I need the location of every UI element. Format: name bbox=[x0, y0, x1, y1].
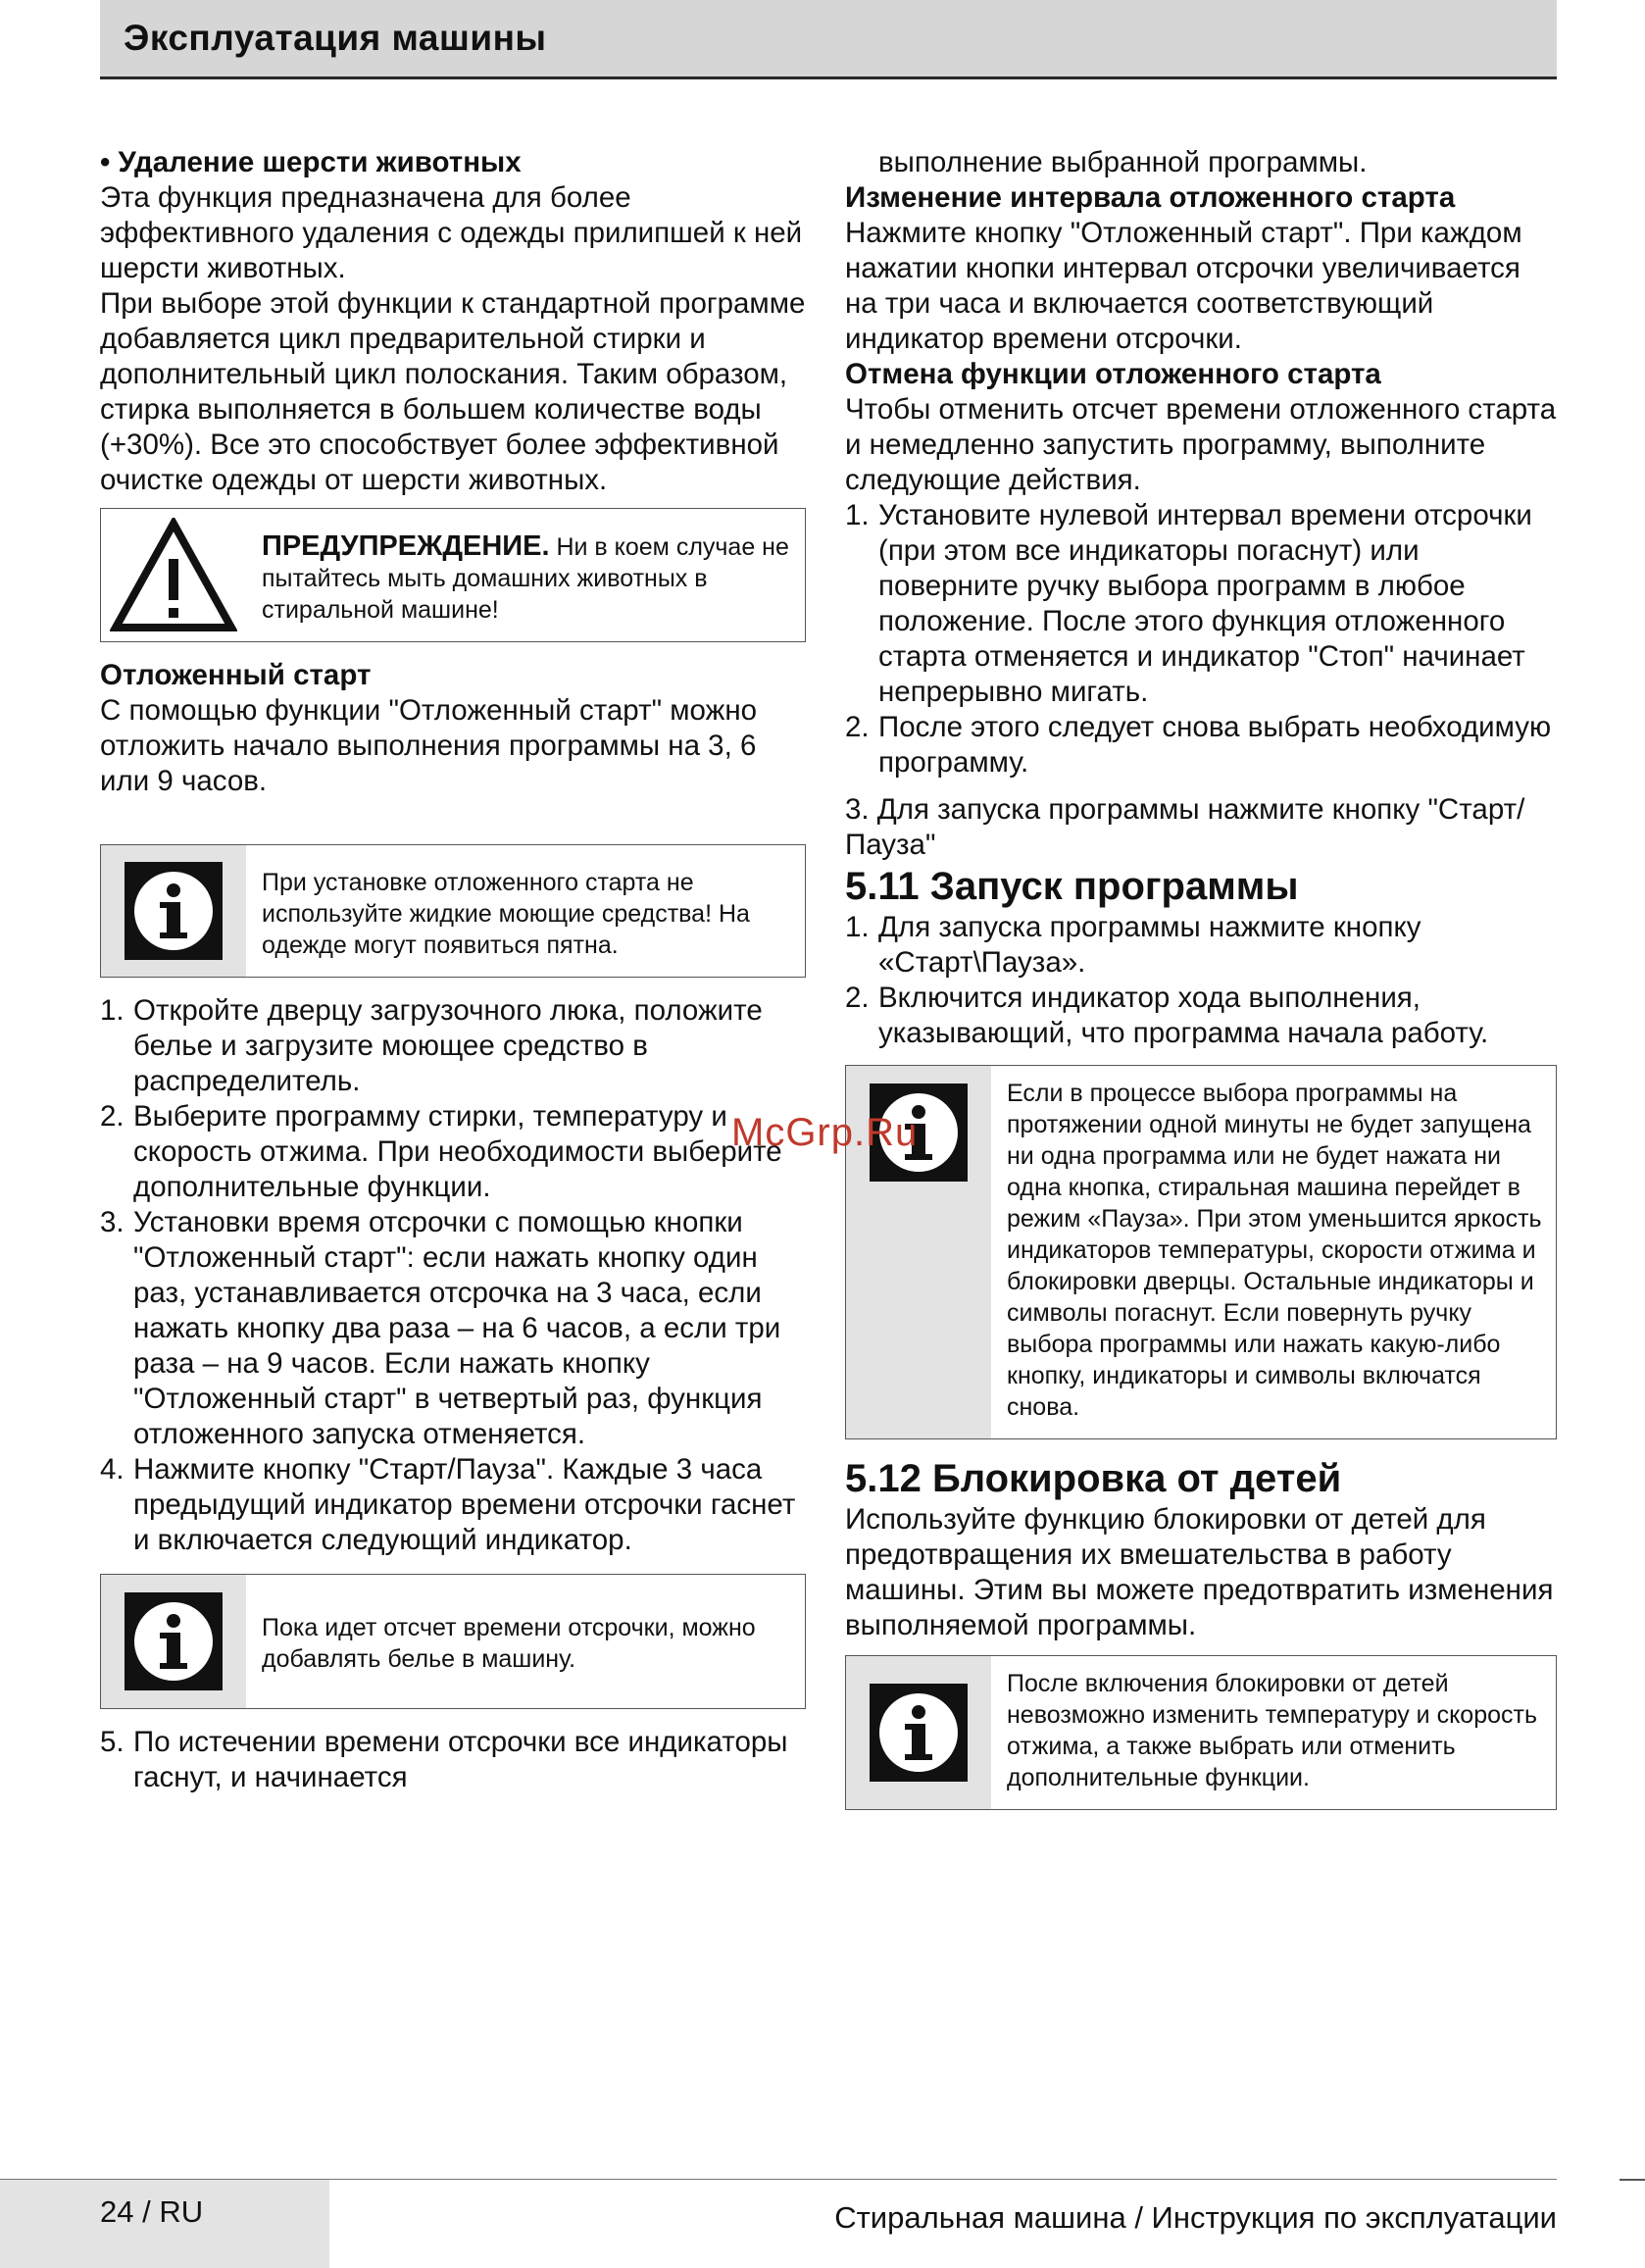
info-note-detergent bbox=[100, 844, 806, 978]
list-item: 2. Выберите программу стирки, температуру и скорость отжима. При необходимости выберите дополнительные функции. bbox=[100, 1100, 782, 1203]
info-note-child-lock-text: После включения блокировки от детей невозможно изменить температуру и скорость отжима, а также выбрать или отменить дополнительные функции. bbox=[1007, 1670, 1537, 1791]
delayed-start-steps bbox=[100, 993, 806, 1558]
corner-mark bbox=[1620, 2179, 1645, 2181]
pet-hair-paragraph-2: При выборе этой функции к стандартной программе добавляется цикл предварительной стирки и дополнительный цикл полоскания. Таким образом, стирка выполняется в большем количестве воды (+30%). Все это способствует более эффективной очистке одежды от шерсти животных. bbox=[100, 287, 806, 496]
list-item: 2. После этого следует снова выбрать необходимую программу. bbox=[845, 711, 1552, 779]
warning-label: ПРЕДУПРЕЖДЕНИЕ. bbox=[262, 530, 550, 562]
warning-triangle-icon bbox=[110, 518, 237, 633]
cancel-steps bbox=[845, 498, 1557, 781]
list-item: 1. Откройте дверцу загрузочного люка, положите белье и загрузите моющее средство в распределитель. bbox=[100, 994, 763, 1097]
delayed-start-step-5 bbox=[100, 1725, 806, 1795]
cancel-heading: Отмена функции отложенного старта bbox=[845, 358, 1381, 390]
section-5-12-title: 5.12 Блокировка от детей bbox=[845, 1457, 1342, 1500]
info-icon bbox=[125, 1592, 223, 1690]
warning-message: Ни в коем случае не пытайтесь мыть домашних животных в стиральной машине! bbox=[262, 533, 789, 624]
child-lock-text: Используйте функцию блокировки от детей для предотвращения их вмешательства в работу машины. Этим вы можете предотвратить изменения выполняемой программы. bbox=[845, 1503, 1554, 1641]
info-icon bbox=[125, 862, 223, 960]
info-note-pause bbox=[845, 1065, 1557, 1439]
warning-box bbox=[100, 508, 806, 642]
cancel-step-3: 3. Для запуска программы нажмите кнопку "Старт/Пауза" bbox=[845, 793, 1525, 861]
delayed-start-heading: Отложенный старт bbox=[100, 659, 372, 691]
warning-icon-cell bbox=[101, 509, 246, 641]
info-note-child-lock bbox=[845, 1655, 1557, 1810]
info-icon-cell bbox=[846, 1656, 991, 1809]
warning-text bbox=[246, 509, 805, 641]
info-icon-cell bbox=[101, 845, 246, 977]
document-title: Стиральная машина / Инструкция по эксплуатации bbox=[834, 2200, 1557, 2235]
start-program-steps bbox=[845, 910, 1557, 1051]
delayed-start-paragraph: С помощью функции "Отложенный старт" можно отложить начало выполнения программы на 3, 6 или 9 часов. bbox=[100, 694, 758, 797]
info-note-add-laundry bbox=[100, 1574, 806, 1709]
watermark: McGrp.Ru bbox=[731, 1111, 919, 1154]
info-note-pause-text: Если в процессе выбора программы на протяжении одной минуты не будет запущена ни одна программа или не будет нажата ни одна кнопка, стиральная машина перейдет в режим «Пауза». При этом уменьшится яркость индикаторов температуры, скорости отжима и блокировки дверцы. Остальные индикаторы и символы погаснут. Если повернуть ручку выбора программы или нажать какую-либо кнопку, индикаторы и символы включатся снова. bbox=[1007, 1080, 1542, 1421]
right-column bbox=[845, 145, 1557, 1826]
change-interval-text: Нажмите кнопку "Отложенный старт". При каждом нажатии кнопки интервал отсрочки увеличивается на три часа и включается соответствующий индикатор времени отсрочки. bbox=[845, 217, 1522, 355]
left-column bbox=[100, 145, 806, 1795]
page-number: 24 / RU bbox=[100, 2194, 204, 2229]
cancel-text: Чтобы отменить отсчет времени отложенного старта и немедленно запустить программу, выполните следующие действия. bbox=[845, 393, 1557, 496]
section-5-11-title: 5.11 Запуск программы bbox=[845, 865, 1299, 908]
continued-text: выполнение выбранной программы. bbox=[878, 146, 1368, 178]
info-icon-cell bbox=[101, 1575, 246, 1708]
page-title: Эксплуатация машины bbox=[124, 18, 547, 58]
list-item: 1. Для запуска программы нажмите кнопку «Старт\Пауза». bbox=[845, 911, 1421, 979]
pet-hair-heading: • Удаление шерсти животных bbox=[100, 146, 522, 178]
list-item: 4. Нажмите кнопку "Старт/Пауза". Каждые 3 часа предыдущий индикатор времени отсрочки гаснет и включается следующий индикатор. bbox=[100, 1453, 796, 1556]
info-icon bbox=[870, 1684, 968, 1782]
change-interval-heading: Изменение интервала отложенного старта bbox=[845, 181, 1456, 214]
list-item: 5. По истечении времени отсрочки все индикаторы гаснут, и начинается bbox=[100, 1726, 788, 1793]
list-item: 2. Включится индикатор хода выполнения, указывающий, что программа начала работу. bbox=[845, 982, 1489, 1049]
list-item: 1. Установите нулевой интервал времени отсрочки (при этом все индикаторы погаснут) или поверните ручку выбора программ в любое положение. После этого функция отложенного старта отменяется и индикатор "Стоп" начинает непрерывно мигать. bbox=[845, 499, 1532, 708]
info-note-add-laundry-text: Пока идет отсчет времени отсрочки, можно добавлять белье в машину. bbox=[262, 1614, 756, 1673]
pet-hair-paragraph-1: Эта функция предназначена для более эффективного удаления с одежды прилипшей к ней шерсти животных. bbox=[100, 181, 803, 284]
page-header bbox=[100, 0, 1557, 79]
info-note-detergent-text: При установке отложенного старта не используйте жидкие моющие средства! На одежде могут появиться пятна. bbox=[262, 869, 750, 959]
list-item: 3. Установки время отсрочки с помощью кнопки "Отложенный старт": если нажать кнопку один раз, устанавливается отсрочка на 3 часа, если нажать кнопку два раза – на 6 часов, а если три раза – на 9 часов. Если нажать кнопку "Отложенный старт" в четвертый раз, функция отложенного запуска отменяется. bbox=[100, 1206, 781, 1450]
